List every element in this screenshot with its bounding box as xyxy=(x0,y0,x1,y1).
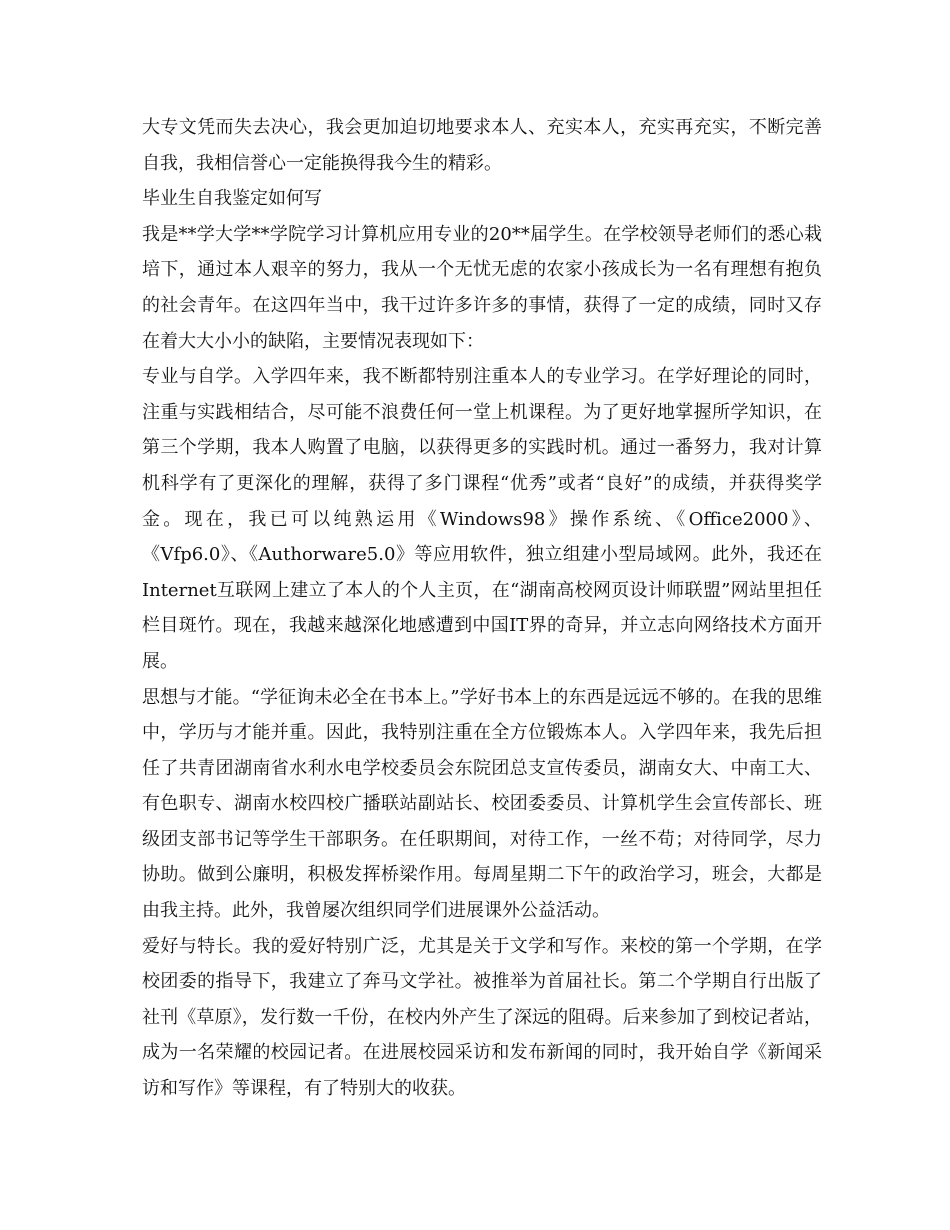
document-body xyxy=(142,110,822,1107)
paragraph-intro: 大专文凭而失去决心，我会更加迫切地要求本人、充实本人，充实再充实，不断完善自我，我相信誉心一定能换得我今生的精彩。 xyxy=(142,117,822,174)
paragraph-thought-ability: 思想与才能。“学征询未必全在书本上。”学好书本上的东西是远远不够的。在我的思维中，学历与才能并重。因此，我特别注重在全方位锻炼本人。入学四年来，我先后担任了共青团湖南省水利水电学校委员会东院团总支宣传委员，湖南女大、中南工大、有色职专、湖南水校四校广播联站副站长、校团委委员、计算机学生会宣传部长、班级团支部书记等学生干部职务。在任职期间，对待工作，一丝不苟；对待同学，尽力协助。做到公廉明，积极发挥桥梁作用。每周星期二下午的政治学习，班会，大都是由我主持。此外，我曾屡次组织同学们进展课外公益活动。 xyxy=(142,686,822,922)
section-heading: 毕业生自我鉴定如何写 xyxy=(142,188,322,210)
paragraph-major-study: 专业与自学。入学四年来，我不断都特别注重本人的专业学习。在学好理论的同时，注重与实践相结合，尽可能不浪费任何一堂上机课程。为了更好地掌握所学知识，在第三个学期，我本人购置了电脑，以获得更多的实践时机。通过一番努力，我对计算机科学有了更深化的理解，获得了多门课程“优秀”或者“良好”的成绩，并获得奖学金。现在，我已可以纯熟运用《Windows98》操作系统、《Office2000》、《Vfp6.0》、《Authorware5.0》等应用软件，独立组建小型局域网。此外，我还在Internet互联网上建立了本人的个人主页，在“湖南高校网页设计师联盟”网站里担任栏目斑竹。现在，我越来越深化地感遭到中国IT界的奇异，并立志向网络技术方面开展。 xyxy=(142,366,822,672)
paragraph-self-intro: 我是**学大学**学院学习计算机应用专业的20**届学生。在学校领导老师们的悉心栽培下，通过本人艰辛的努力，我从一个无忧无虑的农家小孩成长为一名有理想有抱负的社会青年。在这四年当中，我干过许多许多的事情，获得了一定的成绩，同时又存在着大大小小的缺陷，主要情况表现如下： xyxy=(142,223,822,352)
paragraph-hobbies: 爱好与特长。我的爱好特别广泛，尤其是关于文学和写作。来校的第一个学期，在学校团委的指导下，我建立了奔马文学社。被推举为首届社长。第二个学期自行出版了社刊《草原》，发行数一千份，在校内外产生了深远的阻碍。后来参加了到校记者站，成为一名荣耀的校园记者。在进展校园采访和发布新闻的同时，我开始自学《新闻采访和写作》等课程，有了特别大的收获。 xyxy=(142,935,822,1100)
